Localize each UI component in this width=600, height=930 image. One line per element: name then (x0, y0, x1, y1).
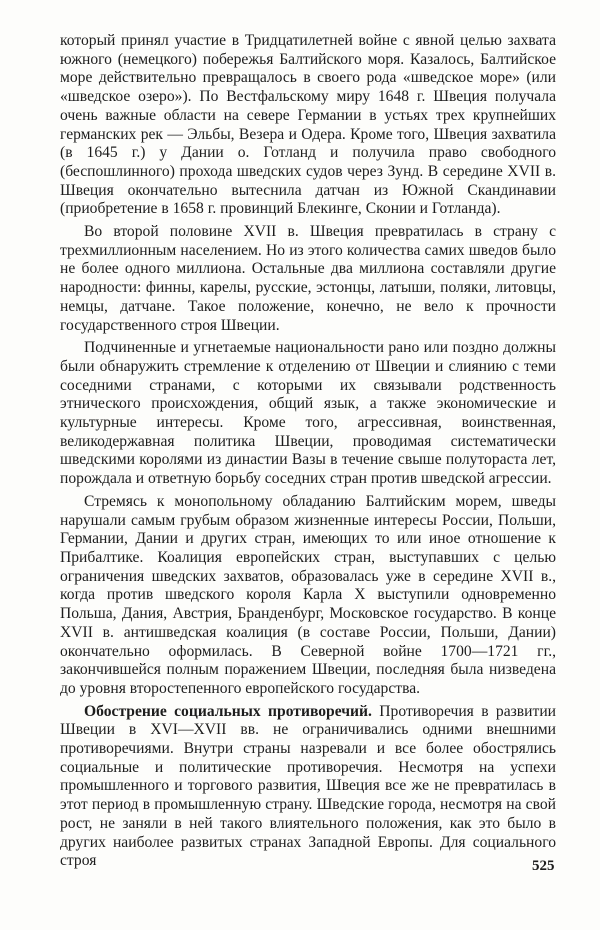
page-number: 525 (532, 858, 555, 874)
section-paragraph (60, 703, 556, 871)
body-text (60, 32, 556, 875)
paragraph-3: Подчиненные и угнетаемые национальности рано или поздно должны были обнаружить стремление к отделению от Швеции и слиянию с теми соседними странами, с которыми их связывали родственность этнического происхождения, общий язык, а также экономические и культурные интересы. Кроме того, агрессивная, воинственная, великодержавная политика Швеции, проводимая систематически шведскими королями из династии Вазы в течение свыше полутораста лет, порождала и ответную борьбу соседних стран против шведской агрессии. (60, 339, 556, 488)
paragraph-4: Стремясь к монопольному обладанию Балтийским морем, шведы нарушали самым грубым образом жизненные интересы России, Польши, Германии, Дании и других стран, имеющих то или иное отношение к Прибалтике. Коалиция европейских стран, выступавших с целью ограничения шведских захватов, образовалась уже в середине XVII в., когда против шведского короля Карла X выступили одновременно Польша, Дания, Австрия, Бранденбург, Московское государство. В конце XVII в. антишведская коалиция (в составе России, Польши, Дании) окончательно оформилась. В Северной войне 1700—1721 гг., закончившейся полным поражением Швеции, последняя была низведена до уровня второстепенного европейского государства. (60, 492, 556, 697)
paragraph-2: Во второй половине XVII в. Швеция превратилась в страну с трехмиллионным населением. Но из этого количества самих шведов было не более одного миллиона. Остальные два миллиона составляли другие народности: финны, карелы, русские, эстонцы, латыши, поляки, литовцы, немцы, датчане. Такое положение, конечно, не вело к прочности государственного строя Швеции. (60, 223, 556, 334)
section-text: Противоречия в развитии Швеции в XVI—XVII вв. не ограничивались одними внешними противоречиями. Внутри страны назревали и все более обострялись социальные и политические противоречия. Несмотря на успехи промышленного и торгового развития, Швеция все же не превратилась в этот период в промышленную страну. Шведские города, несмотря на свой рост, не заняли в ней такого влиятельного положения, как это было в других наиболее развитых странах Западной Европы. Для социального строя (60, 702, 557, 870)
section-heading: Обострение социальных противоречий. (84, 702, 372, 720)
paragraph-1: который принял участие в Тридцатилетней войне с явной целью захвата южного (немецкого) побережья Балтийского моря. Казалось, Балтийское море действительно превращалось в своего рода «шведское море» (или «шведское озеро»). По Вестфальскому миру 1648 г. Швеция получала очень важные области на севере Германии в устьях трех крупнейших германских рек — Эльбы, Везера и Одера. Кроме того, Швеция захватила (в 1645 г.) у Дании о. Готланд и получила право свободного (беспошлинного) прохода шведских судов через Зунд. В середине XVII в. Швеция окончательно вытеснила датчан из Южной Скандинавии (приобретение в 1658 г. провинций Блекинге, Сконии и Готланда). (60, 32, 556, 218)
